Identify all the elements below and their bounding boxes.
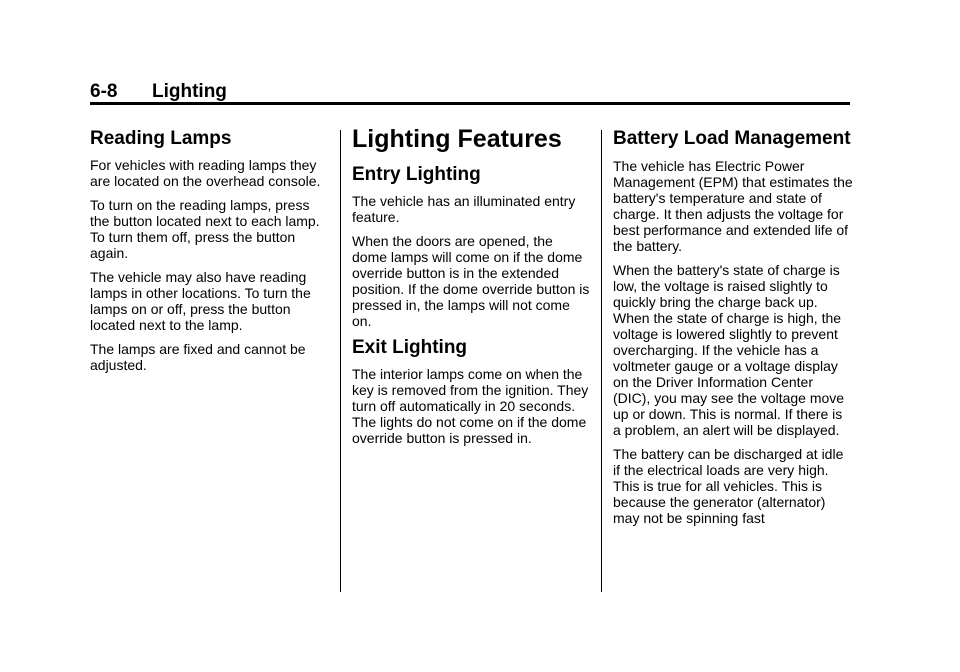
heading-battery-load-management: Battery Load Management bbox=[613, 128, 851, 149]
column-lighting-features bbox=[352, 124, 590, 454]
paragraph: The vehicle has Electric Power Management (EPM) that estimates the battery's temperature and state of charge. It then adjusts the voltage for best performance and extended life of the battery. bbox=[613, 158, 853, 254]
heading-lighting-features: Lighting Features bbox=[352, 125, 562, 153]
paragraph: The vehicle may also have reading lamps in other locations. To turn the lamps on or off, press the button located next to the lamp. bbox=[90, 269, 311, 333]
paragraph: The interior lamps come on when the key is removed from the ignition. They turn off automatically in 20 seconds. The lights do not come on if the dome override button is pressed in. bbox=[352, 366, 589, 446]
paragraph: To turn on the reading lamps, press the button located next to each lamp. To turn them off, press the button again. bbox=[90, 197, 320, 261]
paragraph: When the doors are opened, the dome lamps will come on if the dome override button is in the extended position. If the dome override button is pressed in, the lamps will not come on. bbox=[352, 233, 590, 329]
section-title: Lighting bbox=[152, 81, 227, 102]
heading-reading-lamps: Reading Lamps bbox=[90, 128, 232, 149]
heading-exit-lighting: Exit Lighting bbox=[352, 337, 468, 358]
column-battery-load bbox=[613, 124, 853, 534]
page-number: 6-8 bbox=[90, 81, 118, 102]
header-rule bbox=[90, 102, 850, 105]
paragraph: The battery can be discharged at idle if the electrical loads are very high. This is true for all vehicles. This is because the generator (alternator) may not be spinning fast bbox=[613, 446, 844, 526]
column-reading-lamps bbox=[90, 124, 330, 381]
paragraph: When the battery's state of charge is low, the voltage is raised slightly to quickly bring the charge back up. When the state of charge is high, the voltage is lowered slightly to prevent overcharging. If the vehicle has a voltmeter gauge or a voltage display on the Driver Information Center (DIC), you may see the voltage move up or down. This is normal. If there is a problem, an alert will be displayed. bbox=[613, 262, 845, 438]
column-divider bbox=[601, 130, 602, 592]
paragraph: The lamps are fixed and cannot be adjusted. bbox=[90, 341, 306, 373]
paragraph: For vehicles with reading lamps they are located on the overhead console. bbox=[90, 157, 321, 189]
heading-entry-lighting: Entry Lighting bbox=[352, 164, 481, 185]
column-divider bbox=[340, 130, 341, 592]
paragraph: The vehicle has an illuminated entry feature. bbox=[352, 193, 576, 225]
